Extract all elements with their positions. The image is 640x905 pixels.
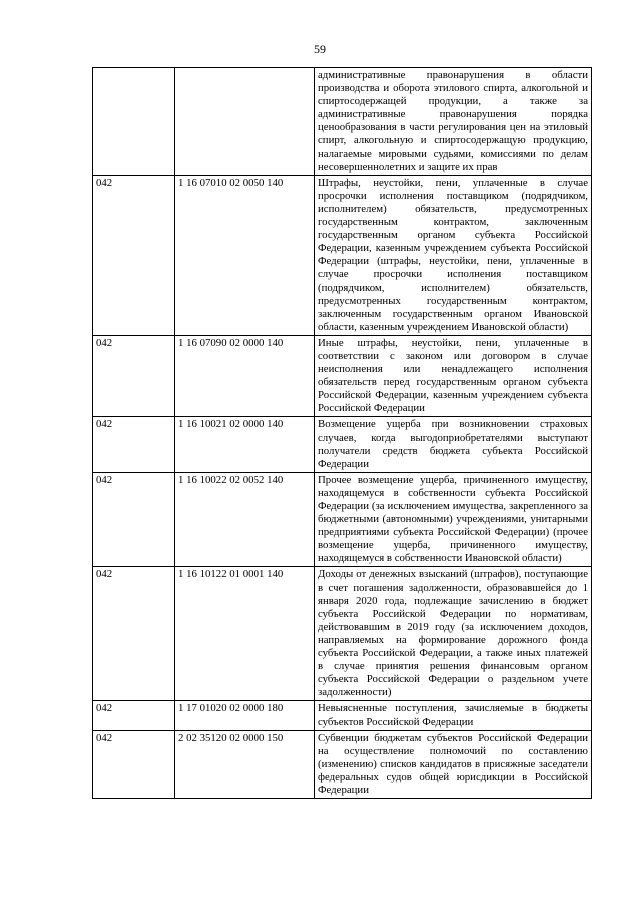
admin-code-cell: 042 [93,567,175,701]
budget-code-cell: 2 02 35120 02 0000 150 [175,730,315,798]
description-cell: Субвенции бюджетам субъектов Российской Федерации на осуществление полномочий по составлению (изменению) списков кандидатов в присяжные заседатели федеральных судов общей юрисдикции в Российской Федерации [315,730,592,798]
description-cell: Штрафы, неустойки, пени, уплаченные в случае просрочки исполнения поставщиком (подрядчиком, исполнителем) обязательств, предусмотренных государственным контрактом, заключенным государственным органом субъекта Российской Федерации, казенным учреждением субъекта Российской Федерации (штрафы, неустойки, пени, уплаченные в случае просрочки исполнения поставщиком (подрядчиком, исполнителем) обязательств, предусмотренных государственным контрактом, заключенным государственным органом Ивановской области, казенным учреждением Ивановской области) [315,175,592,335]
table-row [93,567,592,701]
budget-classification-table [92,67,592,799]
table-row [93,701,592,730]
table-row [93,68,592,176]
description-cell: Доходы от денежных взысканий (штрафов), поступающие в счет погашения задолженности, образовавшейся до 1 января 2020 года, подлежащие зачислению в бюджет субъекта Российской Федерации по нормативам, действовавшим в 2019 году (за исключением доходов, направляемых на формирование дорожного фонда субъекта Российской Федерации, а также иных платежей в случае принятия решения финансовым органом субъекта Российской Федерации о раздельном учете задолженности) [315,567,592,701]
table-body [93,68,592,799]
budget-code-cell: 1 16 07010 02 0050 140 [175,175,315,335]
table-row [93,335,592,417]
description-cell: Невыясненные поступления, зачисляемые в бюджеты субъектов Российской Федерации [315,701,592,730]
description-cell: Возмещение ущерба при возникновении страховых случаев, когда выгодоприобретателями выступают получатели средств бюджета субъекта Российской Федерации [315,417,592,472]
page-number: 59 [314,42,326,56]
admin-code-cell: 042 [93,417,175,472]
admin-code-cell [93,68,175,176]
budget-code-cell: 1 16 10021 02 0000 140 [175,417,315,472]
table-row [93,417,592,472]
table-row [93,175,592,335]
table-row [93,472,592,567]
description-cell: Иные штрафы, неустойки, пени, уплаченные в соответствии с законом или договором в случае неисполнения или ненадлежащего исполнения обязательств перед государственным органом субъекта Российской Федерации, казенным учреждением субъекта Российской Федерации [315,335,592,417]
budget-code-cell: 1 17 01020 02 0000 180 [175,701,315,730]
budget-code-cell: 1 16 10022 02 0052 140 [175,472,315,567]
budget-code-cell [175,68,315,176]
admin-code-cell: 042 [93,472,175,567]
description-cell: Прочее возмещение ущерба, причиненного имуществу, находящемуся в собственности субъекта Российской Федерации (за исключением имущества, закрепленного за бюджетными (автономными) учреждениями, унитарными предприятиями субъекта Российской Федерации) (прочее возмещение ущерба, причиненного имуществу, находящемуся в собственности Ивановской области) [315,472,592,567]
description-cell: административные правонарушения в области производства и оборота этилового спирта, алкогольной и спиртосодержащей продукции, а также за административные правонарушения порядка ценообразования в части регулирования цен на этиловый спирт, алкогольную и спиртосодержащую продукцию, налагаемые мировыми судьями, комиссиями по делам несовершеннолетних и защите их прав [315,68,592,176]
admin-code-cell: 042 [93,730,175,798]
admin-code-cell: 042 [93,335,175,417]
admin-code-cell: 042 [93,175,175,335]
budget-code-cell: 1 16 07090 02 0000 140 [175,335,315,417]
budget-code-cell: 1 16 10122 01 0001 140 [175,567,315,701]
table-row [93,730,592,798]
admin-code-cell: 042 [93,701,175,730]
